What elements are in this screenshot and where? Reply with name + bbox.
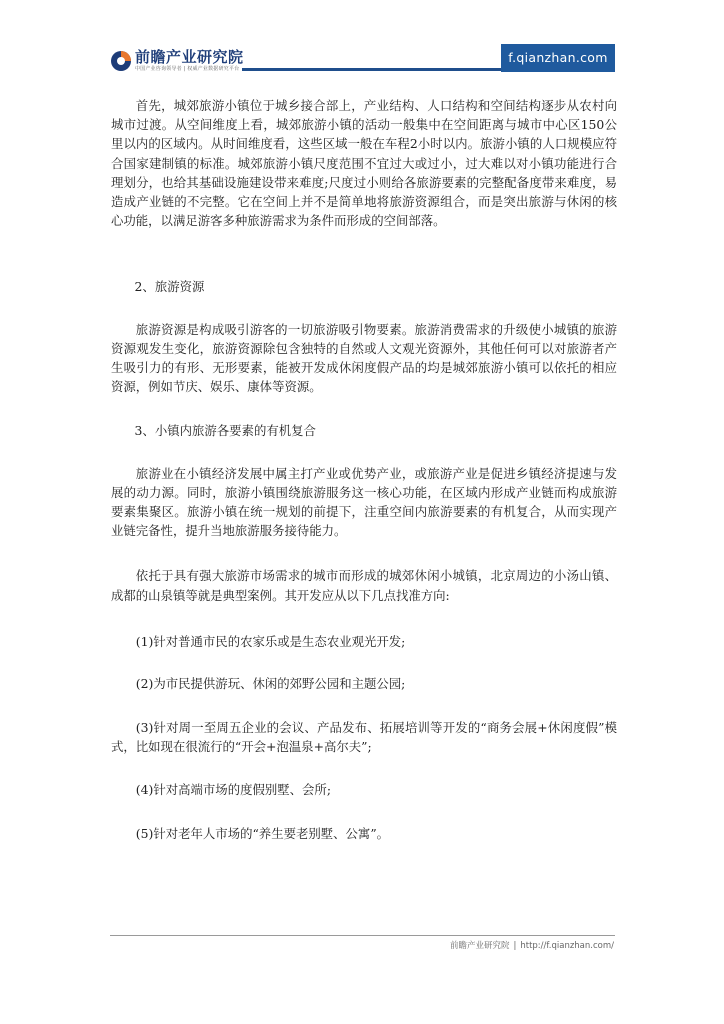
footer-separator: | <box>513 941 517 951</box>
logo-name: 前瞻产业研究院 <box>135 48 244 66</box>
footer-divider <box>110 935 615 936</box>
section-heading-resources: 2、旅游资源 <box>134 279 205 295</box>
paragraph-urban-fringe: 首先，城郊旅游小镇位于城乡接合部上，产业结构、人口结构和空间结构逐步从农村向城市过渡。从空间维度上看，城郊旅游小镇的活动一般集中在空间距离与城市中心区150公里以内的区域内。从时间维度看，这些区域一般在车程2小时以内。旅游小镇的人口规模应符合国家建制镇的标准。城郊旅游小镇尺度范围不宜过大或过小，过大难以对小镇功能进行合理划分，也给其基础设施建设带来难度;尺度过小则给各旅游要素的完整配备度带来难度，易造成产业链的不完整。它在空间上并不是简单地将旅游资源组合，而是突出旅游与休闲的核心功能，以满足游客多种旅游需求为条件而形成的空间部落。 <box>111 98 617 229</box>
page-header <box>110 44 615 76</box>
paragraph-composite: 旅游业在小镇经济发展中属主打产业或优势产业，或旅游产业是促进乡镇经济提速与发展的动力源。同时，旅游小镇围绕旅游服务这一核心功能，在区域内形成产业链而构成旅游要素集聚区。旅游小镇在统一规划的前提下，注重空间内旅游要素的有机复合，从而实现产业链完备性，提升当地旅游服务接待能力。 <box>111 465 617 539</box>
paragraph-cases: 依托于具有强大旅游市场需求的城市而形成的城郊休闲小城镇，北京周边的小汤山镇、成都的山泉镇等就是典型案例。其开发应从以下几点找准方向: <box>111 568 617 603</box>
list-item-1: (1)针对普通市民的农家乐或是生态农业观光开发; <box>135 633 406 649</box>
site-domain-badge[interactable]: f.qianzhan.com <box>501 44 615 72</box>
logo-tagline: 中国产业咨询领导者 | 权威产业数据研究平台 <box>135 66 240 72</box>
logo-mark-icon <box>110 50 132 72</box>
article-body <box>111 96 617 843</box>
list-item-2: (2)为市民提供游玩、休闲的郊野公园和主题公园; <box>135 676 406 692</box>
section-heading-composite: 3、小镇内旅游各要素的有机复合 <box>134 423 316 439</box>
qianzhan-logo[interactable] <box>110 46 244 76</box>
footer-org: 前瞻产业研究院 <box>449 941 510 951</box>
list-item-4: (4)针对高端市场的度假别墅、会所; <box>135 781 331 797</box>
page-footer <box>450 939 614 951</box>
footer-url-link[interactable]: http://f.qianzhan.com/ <box>520 941 614 951</box>
list-item-5: (5)针对老年人市场的“养生要老别墅、公寓”。 <box>135 825 390 841</box>
paragraph-resources: 旅游资源是构成吸引游客的一切旅游吸引物要素。旅游消费需求的升级使小城镇的旅游资源观发生变化，旅游资源除包含独特的自然或人文观光资源外，其他任何可以对旅游者产生吸引力的有形、无形要素，能被开发成休闲度假产品的均是城郊旅游小镇可以依托的相应资源，例如节庆、娱乐、康体等资源。 <box>111 321 617 395</box>
list-item-3: (3)针对周一至周五企业的会议、产品发布、拓展培训等开发的“商务会展+休闲度假”模 式，比如现在很流行的“开会+泡温泉+高尔夫”; <box>111 720 617 755</box>
